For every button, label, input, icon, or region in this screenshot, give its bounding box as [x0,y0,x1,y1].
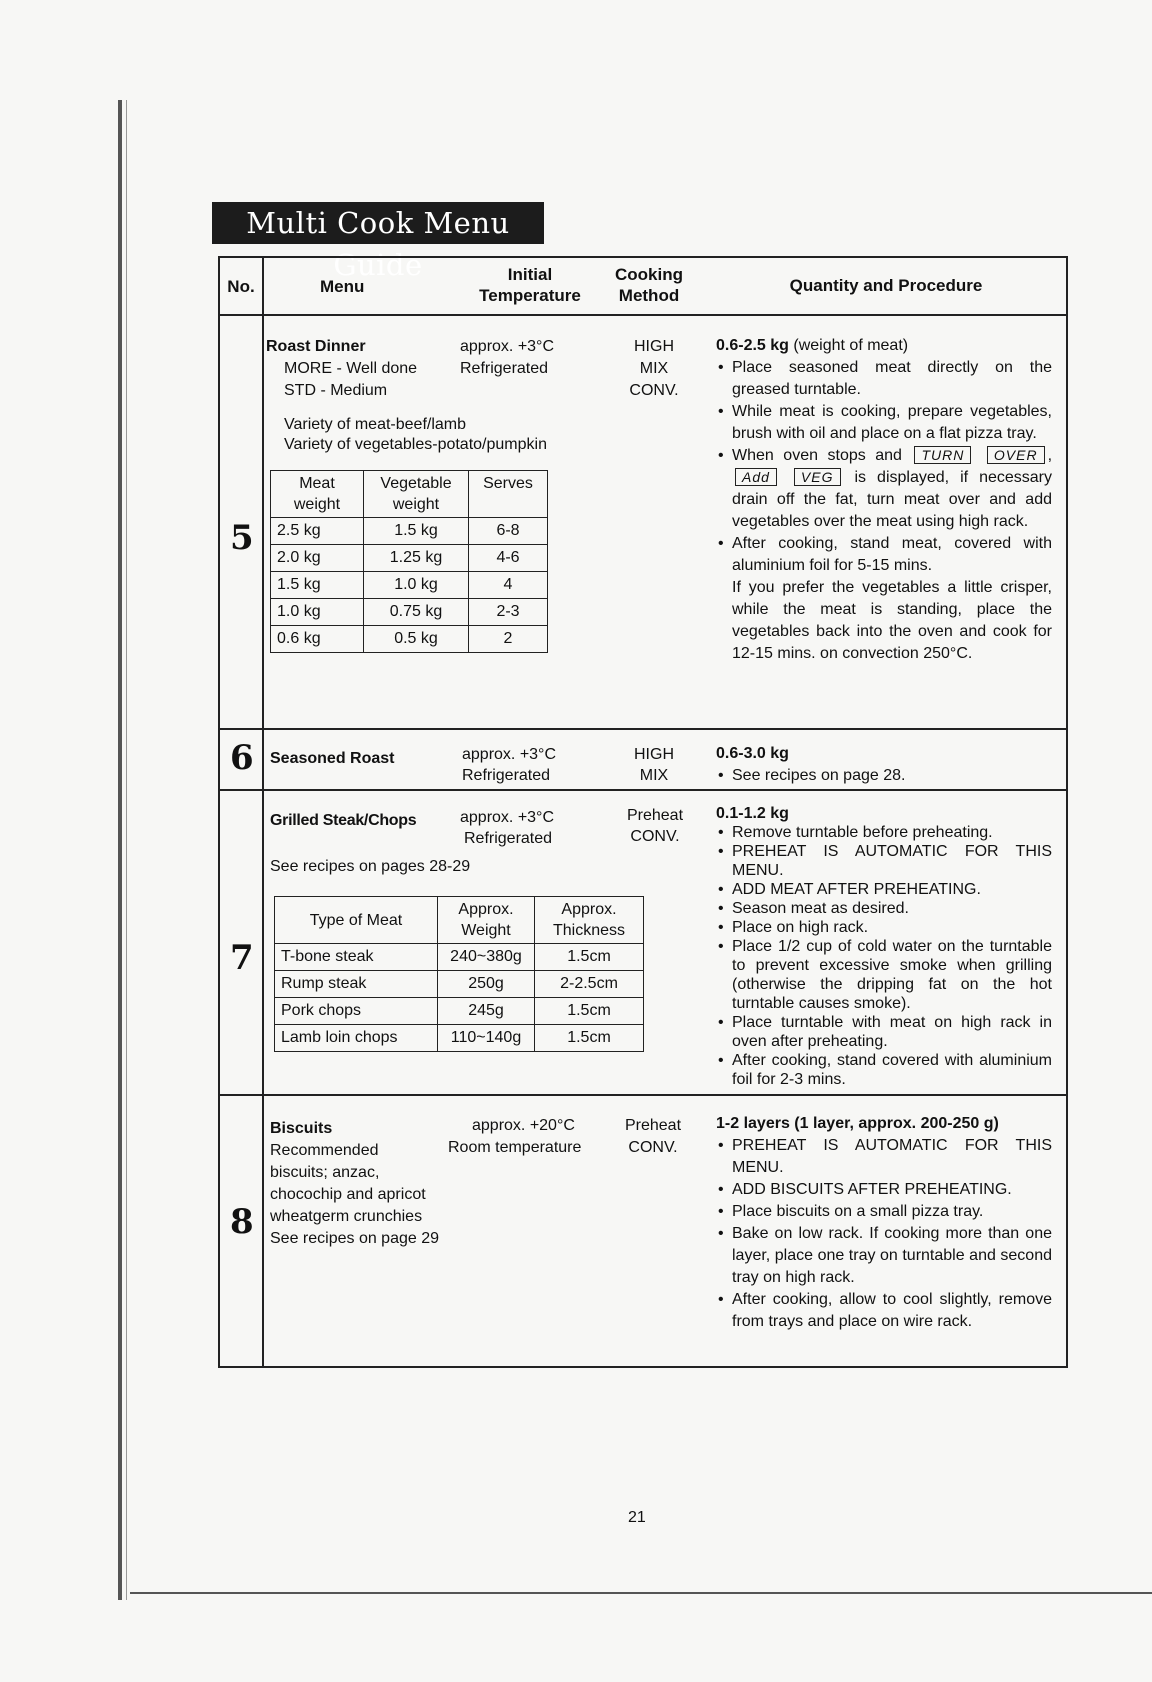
list-item: • After cooking, stand meat, covered with aluminium foil for 5-15 mins. [716,533,1052,577]
lcd-display-over: OVER [987,446,1045,464]
table-cell: 1.5cm [535,944,644,971]
list-item: • Bake on low rack. If cooking more than one layer, place one tray on turntable and second tray on high rack. [716,1223,1052,1289]
table-cell: 1.5 kg [364,518,469,545]
grilled-see-recipes: See recipes on pages 28-29 [270,858,471,875]
list-item: • ADD BISCUITS AFTER PREHEATING. [716,1179,1052,1201]
menu-name-seasoned-roast: Seasoned Roast [270,750,395,767]
header-initial-temperature-1: Initial [507,265,553,284]
roast-variety-meat: Variety of meat-beef/lamb [284,416,467,433]
list-item: • After cooking, allow to cool slightly, remove from trays and place on wire rack. [716,1289,1052,1333]
seasoned-method-high: HIGH [634,746,674,763]
list-item: • Place seasoned meat directly on the greased turntable. [716,357,1052,401]
row-number-5: 5 [230,518,254,558]
table-row [275,998,644,1025]
table-cell: 240~380g [438,944,535,971]
table-cell: 0.6 kg [271,626,364,653]
header-no: No. [227,277,255,296]
table-row [271,545,548,572]
biscuits-method-preheat: Preheat [624,1117,682,1134]
list-item: • Place 1/2 cup of cold water on the turntable to prevent excessive smoke when grilling (otherwise the dripping fat on the hot turntable causes smoke). [716,937,1052,1013]
table-header-row [275,897,644,944]
table-cell: 1.5 kg [271,572,364,599]
column-header-approx-thickness: Approx. Thickness [535,897,644,944]
list-item: • Remove turntable before preheating. [716,823,1052,842]
page-number: 21 [628,1509,646,1526]
table-cell: 0.5 kg [364,626,469,653]
lcd-display-add: Add [735,468,777,486]
row-divider-5-6 [220,728,1066,730]
roast-temp-refrigerated: Refrigerated [460,360,549,377]
table-cell: 245g [438,998,535,1025]
table-cell: 2-3 [469,599,548,626]
page-binding-edge-inner [126,100,127,1600]
table-cell: 250g [438,971,535,998]
seasoned-temp-approx: approx. +3°C [462,746,557,763]
grilled-method-preheat: Preheat [626,807,684,824]
row-number-7: 7 [230,938,254,978]
grilled-method-conv: CONV. [630,828,680,845]
table-cell: 2 [469,626,548,653]
table-cell: 6-8 [469,518,548,545]
seasoned-temp-refrigerated: Refrigerated [462,767,551,784]
table-row [271,518,548,545]
header-menu: Menu [320,277,365,296]
table-row [271,572,548,599]
list-item: • PREHEAT IS AUTOMATIC FOR THIS MENU. [716,1135,1052,1179]
column-header-meat-weight: Meat weight [271,471,364,518]
table-cell: 4 [469,572,548,599]
list-item: • When oven stops and TURN OVER , Add VEG is displayed, if necessary drain off the fat, turn meat over and add vegetables over the meat using high rack. [716,445,1052,533]
table-cell: 1.0 kg [364,572,469,599]
table-cell: 1.25 kg [364,545,469,572]
biscuits-description-line: Recommended [270,1142,379,1159]
table-header-row [271,471,548,518]
table-cell: Pork chops [275,998,438,1025]
roast-temp-approx: approx. +3°C [460,338,555,355]
table-cell: 2.5 kg [271,518,364,545]
list-item: • ADD MEAT AFTER PREHEATING. [716,880,1052,899]
biscuits-method-conv: CONV. [628,1139,678,1156]
roast-quantity-value: 0.6-2.5 kg [716,337,789,354]
column-header-type-of-meat: Type of Meat [275,897,438,944]
lcd-display-veg: VEG [794,468,841,486]
roast-std-option: STD - Medium [284,382,388,399]
biscuits-description-line: biscuits; anzac, [270,1164,380,1181]
table-cell: Lamb loin chops [275,1025,438,1052]
seasoned-procedure-list [716,743,1052,787]
table-cell: 110~140g [438,1025,535,1052]
header-divider [220,314,1066,316]
list-item: • PREHEAT IS AUTOMATIC FOR THIS MENU. [716,842,1052,880]
column-header-vegetable-weight: Vegetable weight [364,471,469,518]
roast-method-mix: MIX [639,360,669,377]
row-number-6: 6 [230,738,254,778]
table-cell: Rump steak [275,971,438,998]
table-cell: T-bone steak [275,944,438,971]
table-row [275,971,644,998]
menu-name-grilled-steak-chops: Grilled Steak/Chops [270,812,417,829]
column-header-serves: Serves [469,471,548,518]
row-number-8: 8 [230,1202,254,1242]
header-cooking-method-2: Method [618,286,680,305]
roast-step-text-cont: is displayed, if necessary drain off the fat, turn meat over and add vegetables over the meat using high rack. [732,469,1052,530]
table-cell: 2-2.5cm [535,971,644,998]
list-item: • Place on high rack. [716,918,1052,937]
roast-quantity-note: (weight of meat) [793,337,909,354]
biscuits-procedure-list [716,1113,1052,1333]
page-bottom-edge [130,1592,1152,1594]
grilled-temp-refrigerated: Refrigerated [464,830,553,847]
roast-procedure-list [716,335,1052,665]
list-item: If you prefer the vegetables a little crisper, while the meat is standing, place the vegetables back into the oven and cook for 12-15 mins. on convection 250°C. [732,579,1052,662]
list-item: • See recipes on page 28. [716,765,1052,787]
biscuits-description-line: wheatgerm crunchies [270,1208,423,1225]
list-item: • Place biscuits on a small pizza tray. [716,1201,1052,1223]
roast-method-conv: CONV. [629,382,679,399]
seasoned-quantity: 0.6-3.0 kg [716,745,789,762]
roast-step-text: When oven stops and [732,447,902,464]
roast-quantity [716,335,1052,357]
lcd-display-turn: TURN [914,446,971,464]
biscuits-temp-approx: approx. +20°C [472,1117,575,1134]
table-cell: 1.0 kg [271,599,364,626]
table-cell: 4-6 [469,545,548,572]
table-cell: 2.0 kg [271,545,364,572]
biscuits-quantity: 1-2 layers (1 layer, approx. 200-250 g) [716,1115,999,1132]
table-row [275,1025,644,1052]
header-quantity-procedure: Quantity and Procedure [789,276,983,295]
header-cooking-method-1: Cooking [615,265,683,284]
page-binding-edge [118,100,122,1600]
menu-guide-table [218,256,1068,1368]
row-divider-6-7 [220,789,1066,791]
roast-more-option: MORE - Well done [284,360,418,377]
table-cell: 1.5cm [535,1025,644,1052]
list-item: • While meat is cooking, prepare vegetables, brush with oil and place on a flat pizza tray. [716,401,1052,445]
menu-name-biscuits: Biscuits [270,1120,333,1137]
table-row [271,599,548,626]
grilled-temp-approx: approx. +3°C [460,809,555,826]
page-title: Multi Cook Menu Guide [212,202,544,244]
roast-variety-vegetables: Variety of vegetables-potato/pumpkin [284,436,547,453]
list-item: • After cooking, stand covered with aluminium foil for 2-3 mins. [716,1051,1052,1089]
column-header-approx-weight: Approx. Weight [438,897,535,944]
biscuits-description-line: chocochip and apricot [270,1186,426,1203]
menu-name-roast-dinner: Roast Dinner [266,338,366,355]
grilled-quantity: 0.1-1.2 kg [716,805,789,822]
table-cell: 0.75 kg [364,599,469,626]
roast-serves-table [270,470,548,653]
grilled-meat-table [274,896,644,1052]
grilled-procedure-list [716,804,1052,1089]
roast-method-high: HIGH [634,338,674,355]
table-row [271,626,548,653]
list-item: • Season meat as desired. [716,899,1052,918]
number-column-divider [262,258,264,1366]
table-cell: 1.5cm [535,998,644,1025]
biscuits-see-recipes: See recipes on page 29 [270,1230,440,1247]
biscuits-temp-room: Room temperature [448,1139,582,1156]
row-divider-7-8 [220,1094,1066,1096]
header-initial-temperature-2: Temperature [479,286,581,305]
seasoned-method-mix: MIX [639,767,669,784]
list-item: • Place turntable with meat on high rack in oven after preheating. [716,1013,1052,1051]
table-row [275,944,644,971]
